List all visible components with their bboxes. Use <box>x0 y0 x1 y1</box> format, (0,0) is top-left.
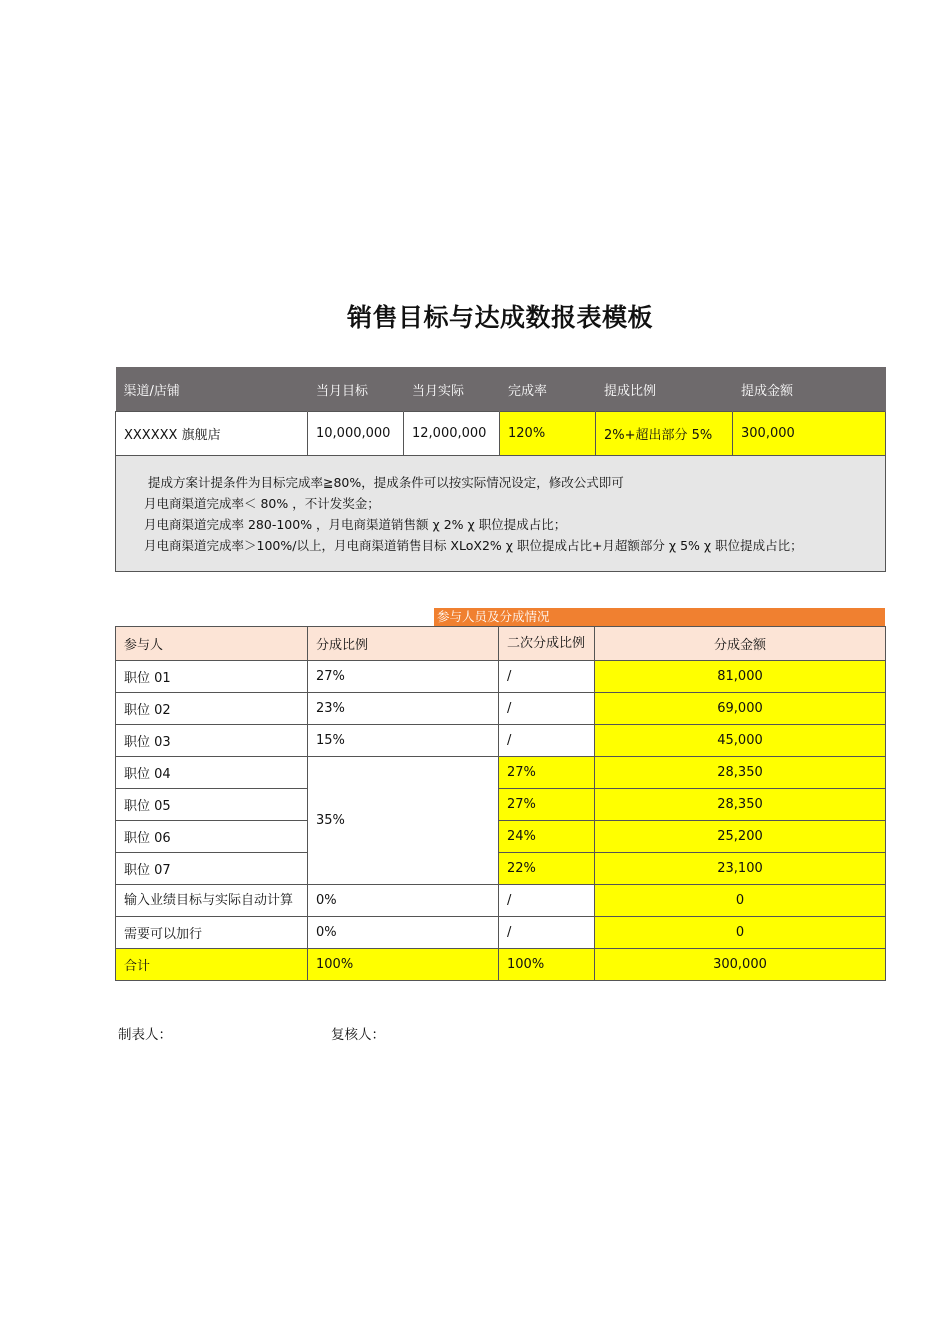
participants-section-title: 参与人员及分成情况 <box>434 608 885 626</box>
participant-name[interactable]: 职位 01 <box>116 661 308 693</box>
summary-header-row <box>116 367 886 412</box>
participant-amount[interactable]: 23,100 <box>595 853 886 885</box>
participant-ratio[interactable]: 23% <box>308 693 499 725</box>
participant-second-ratio[interactable]: 24% <box>499 821 595 853</box>
participant-amount[interactable]: 69,000 <box>595 693 886 725</box>
participant-amount[interactable]: 0 <box>595 885 886 917</box>
commission-amount-cell[interactable]: 300,000 <box>733 412 886 456</box>
table-row <box>116 693 886 725</box>
participant-name[interactable]: 职位 03 <box>116 725 308 757</box>
participant-name[interactable]: 需要可以加行 <box>116 917 308 949</box>
table-row <box>116 661 886 693</box>
participant-amount[interactable]: 0 <box>595 917 886 949</box>
table-row <box>116 757 886 789</box>
actual-cell[interactable]: 12,000,000 <box>404 412 500 456</box>
participant-second-ratio[interactable]: / <box>499 725 595 757</box>
header-ratio: 分成比例 <box>308 627 499 661</box>
note-line: 月电商渠道完成率 280-100% ，月电商渠道销售额 χ 2% χ 职位提成占比； <box>144 517 567 532</box>
header-second-ratio: 二次分成比例 <box>499 627 595 661</box>
participant-name[interactable]: 职位 06 <box>116 821 308 853</box>
table-row <box>116 821 886 853</box>
total-row <box>116 949 886 981</box>
maker-label: 制表人： <box>118 1027 172 1043</box>
participant-second-ratio[interactable]: 27% <box>499 757 595 789</box>
total-label: 合计 <box>116 949 308 981</box>
total-second-ratio[interactable]: 100% <box>499 949 595 981</box>
participant-name[interactable]: 输入业绩目标与实际自动计算 <box>116 885 308 917</box>
participant-second-ratio[interactable]: / <box>499 917 595 949</box>
participants-table <box>115 626 886 981</box>
participant-name[interactable]: 职位 04 <box>116 757 308 789</box>
header-channel: 渠道/店铺 <box>116 367 308 412</box>
participants-header-row <box>116 627 886 661</box>
header-commission-ratio: 提成比例 <box>596 367 733 412</box>
table-row <box>116 885 886 917</box>
summary-table <box>115 367 886 572</box>
participant-ratio[interactable]: 0% <box>308 917 499 949</box>
header-rate: 完成率 <box>500 367 596 412</box>
participant-amount[interactable]: 45,000 <box>595 725 886 757</box>
commission-ratio-cell[interactable]: 2%+超出部分 5% <box>596 412 733 456</box>
header-commission-amount: 提成金额 <box>733 367 886 412</box>
summary-row <box>116 412 886 456</box>
participant-amount[interactable]: 28,350 <box>595 757 886 789</box>
table-row <box>116 725 886 757</box>
target-cell[interactable]: 10,000,000 <box>308 412 404 456</box>
table-row <box>116 853 886 885</box>
participant-second-ratio[interactable]: / <box>499 693 595 725</box>
note-line: 月电商渠道完成率＜ 80% ，不计发奖金； <box>144 496 380 511</box>
group-ratio-cell[interactable]: 35% <box>308 757 499 885</box>
header-actual: 当月实际 <box>404 367 500 412</box>
participant-ratio[interactable]: 0% <box>308 885 499 917</box>
table-row <box>116 789 886 821</box>
header-amount: 分成金额 <box>595 627 886 661</box>
participant-second-ratio[interactable]: 22% <box>499 853 595 885</box>
participant-second-ratio[interactable]: / <box>499 661 595 693</box>
participant-amount[interactable]: 25,200 <box>595 821 886 853</box>
notes-row <box>116 456 886 572</box>
reviewer-label: 复核人： <box>331 1027 385 1043</box>
channel-cell[interactable]: XXXXXX 旗舰店 <box>116 412 308 456</box>
participant-second-ratio[interactable]: 27% <box>499 789 595 821</box>
header-participant: 参与人 <box>116 627 308 661</box>
participant-amount[interactable]: 28,350 <box>595 789 886 821</box>
page-title: 销售目标与达成数报表模板 <box>346 303 653 332</box>
note-line: 提成方案计提条件为目标完成率≧80%，提成条件可以按实际情况设定，修改公式即可 <box>148 475 624 490</box>
participant-ratio[interactable]: 15% <box>308 725 499 757</box>
participant-amount[interactable]: 81,000 <box>595 661 886 693</box>
participant-second-ratio[interactable]: / <box>499 885 595 917</box>
note-line: 月电商渠道完成率＞100%/以上，月电商渠道销售目标 XLoX2% χ 职位提成占比+月超额部分 χ 5% χ 职位提成占比； <box>144 538 803 553</box>
participant-name[interactable]: 职位 07 <box>116 853 308 885</box>
rate-cell[interactable]: 120% <box>500 412 596 456</box>
table-row <box>116 917 886 949</box>
header-target: 当月目标 <box>308 367 404 412</box>
total-amount[interactable]: 300,000 <box>595 949 886 981</box>
total-ratio[interactable]: 100% <box>308 949 499 981</box>
notes-cell[interactable] <box>116 456 886 572</box>
participant-name[interactable]: 职位 02 <box>116 693 308 725</box>
participant-name[interactable]: 职位 05 <box>116 789 308 821</box>
participant-ratio[interactable]: 27% <box>308 661 499 693</box>
